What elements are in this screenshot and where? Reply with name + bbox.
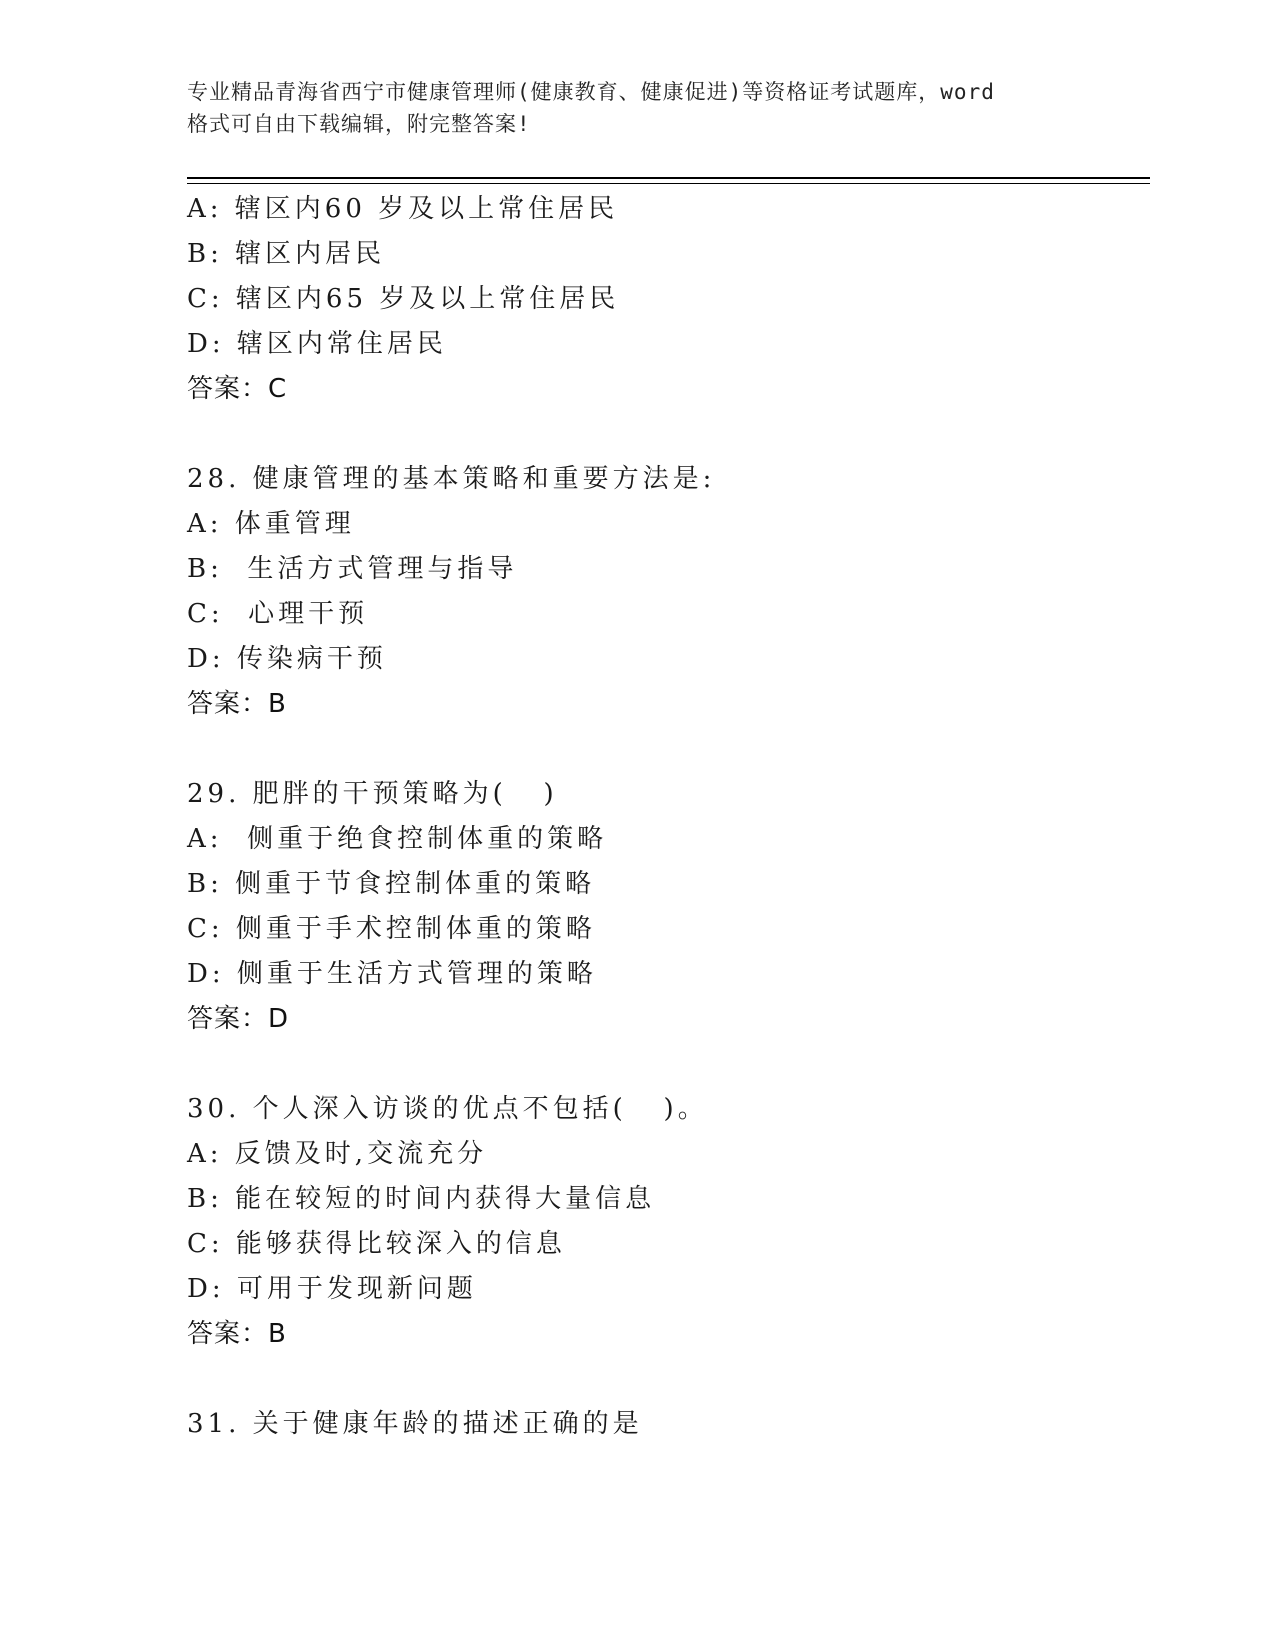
q30-option-b: B: 能在较短的时间内获得大量信息	[187, 1184, 656, 1214]
q30-answer: 答案：B	[187, 1319, 287, 1349]
q29-option-b: B: 侧重于节食控制体重的策略	[187, 869, 596, 899]
q27-option-d: D: 辖区内常住居民	[187, 329, 447, 359]
q29-option-a: A: 侧重于绝食控制体重的策略	[187, 824, 608, 854]
q28-option-d: D: 传染病干预	[187, 644, 387, 674]
header-line-1: 专业精品青海省西宁市健康管理师(健康教育、健康促进)等资格证考试题库，word	[187, 80, 995, 104]
q28-question: 28. 健康管理的基本策略和重要方法是:	[187, 464, 716, 494]
q28-option-b: B: 生活方式管理与指导	[187, 554, 518, 584]
header-divider-thick	[187, 177, 1150, 179]
q28-option-a: A: 体重管理	[187, 509, 355, 539]
header-divider-thin	[187, 183, 1150, 184]
q30-question: 30. 个人深入访谈的优点不包括( )。	[187, 1094, 708, 1124]
q28-answer: 答案：B	[187, 689, 287, 719]
q27-answer: 答案：C	[187, 374, 288, 404]
q27-option-b: B: 辖区内居民	[187, 239, 386, 269]
q30-option-a: A: 反馈及时,交流充分	[187, 1139, 488, 1169]
q30-option-d: D: 可用于发现新问题	[187, 1274, 477, 1304]
q29-option-d: D: 侧重于生活方式管理的策略	[187, 959, 597, 989]
header-line-2: 格式可自由下载编辑，附完整答案!	[187, 112, 531, 136]
q27-option-a: A: 辖区内60 岁及以上常住居民	[187, 194, 619, 224]
q30-option-c: C: 能够获得比较深入的信息	[187, 1229, 566, 1259]
q29-question: 29. 肥胖的干预策略为( )	[187, 779, 558, 809]
q27-option-c: C: 辖区内65 岁及以上常住居民	[187, 284, 620, 314]
q31-question: 31. 关于健康年龄的描述正确的是	[187, 1409, 643, 1439]
q28-option-c: C: 心理干预	[187, 599, 369, 629]
q29-option-c: C: 侧重于手术控制体重的策略	[187, 914, 596, 944]
q29-answer: 答案：D	[187, 1004, 290, 1034]
document-header	[187, 76, 1087, 140]
